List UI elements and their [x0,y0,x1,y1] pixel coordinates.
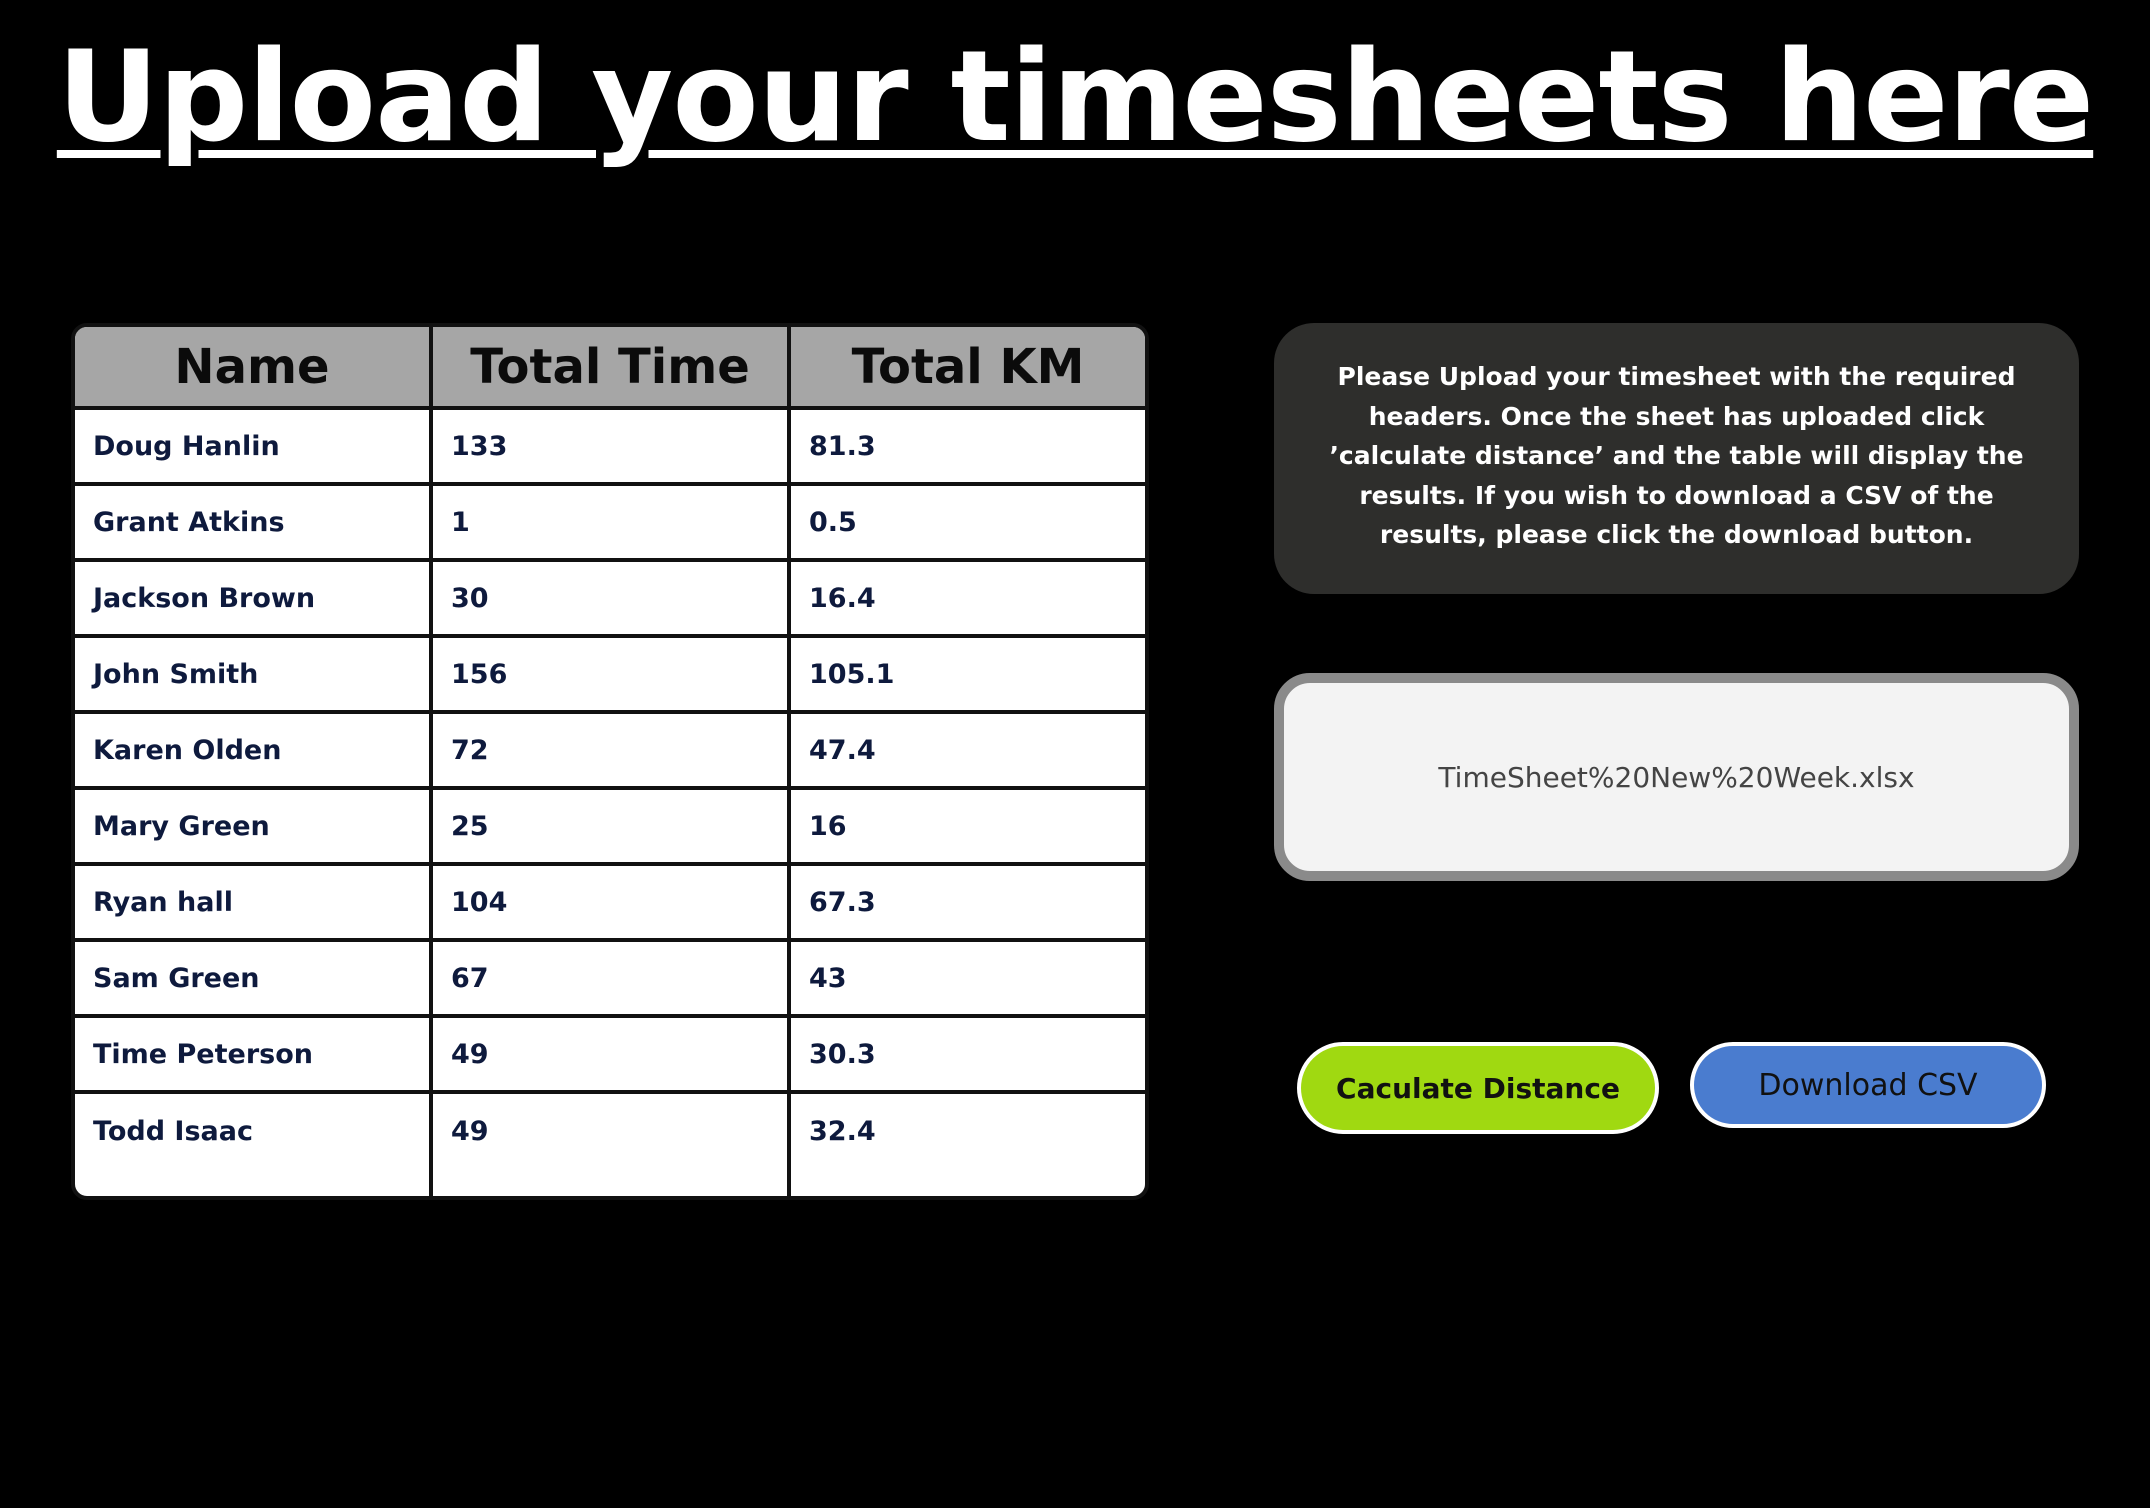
table-row [75,486,1145,562]
cell-total-km: 0.5 [809,506,857,538]
table-row [75,410,1145,486]
table-row [75,790,1145,866]
cell-total-time: 30 [433,562,791,634]
table-row [75,562,1145,638]
table-row [75,714,1145,790]
table-row [75,942,1145,1018]
instructions-panel: Please Upload your timesheet with the required headers. Once the sheet has uploaded click ’calculate distance’ and the table will display the results. If you wish to download a CSV of the results, please click the download button. [1274,323,2079,594]
cell-name: Sam Green [75,942,433,1014]
table-row [75,866,1145,942]
cell-name: Time Peterson [75,1018,433,1090]
results-table [71,323,1149,1200]
page-title: Upload your timesheets here [56,23,2094,170]
cell-total-km: 47.4 [809,734,876,766]
cell-name: Ryan hall [75,866,433,938]
cell-total-km: 43 [809,962,847,994]
cell-total-time: 49 [433,1018,791,1090]
table-header-row [75,327,1145,410]
file-upload-dropzone[interactable] [1274,673,2079,881]
cell-name: Grant Atkins [75,486,433,558]
table-body [75,410,1145,1200]
cell-name: John Smith [75,638,433,710]
cell-total-time: 25 [433,790,791,862]
header-total-km: Total KM [851,338,1085,395]
table-row [75,1018,1145,1094]
cell-name: Mary Green [75,790,433,862]
table-row [75,638,1145,714]
uploaded-filename: TimeSheet%20New%20Week.xlsx [1438,760,1915,794]
cell-total-km: 81.3 [809,430,876,462]
cell-total-km: 67.3 [809,886,876,918]
header-total-time: Total Time [433,327,791,406]
cell-total-time: 156 [433,638,791,710]
cell-name: Jackson Brown [75,562,433,634]
header-name: Name [75,327,433,406]
cell-total-time: 133 [433,410,791,482]
cell-total-time: 72 [433,714,791,786]
cell-total-km: 105.1 [809,658,895,690]
calculate-distance-button[interactable]: Caculate Distance [1297,1042,1659,1134]
cell-total-km: 32.4 [809,1116,876,1147]
cell-total-time: 49 [433,1094,791,1200]
download-csv-button[interactable]: Download CSV [1690,1042,2046,1128]
table-row [75,1094,1145,1200]
cell-total-time: 104 [433,866,791,938]
cell-name: Karen Olden [75,714,433,786]
cell-total-time: 67 [433,942,791,1014]
cell-total-km: 16.4 [809,582,876,614]
cell-total-time: 1 [433,486,791,558]
cell-total-km: 16 [809,810,847,842]
cell-name: Doug Hanlin [75,410,433,482]
cell-name: Todd Isaac [75,1094,433,1200]
cell-total-km: 30.3 [809,1038,876,1070]
